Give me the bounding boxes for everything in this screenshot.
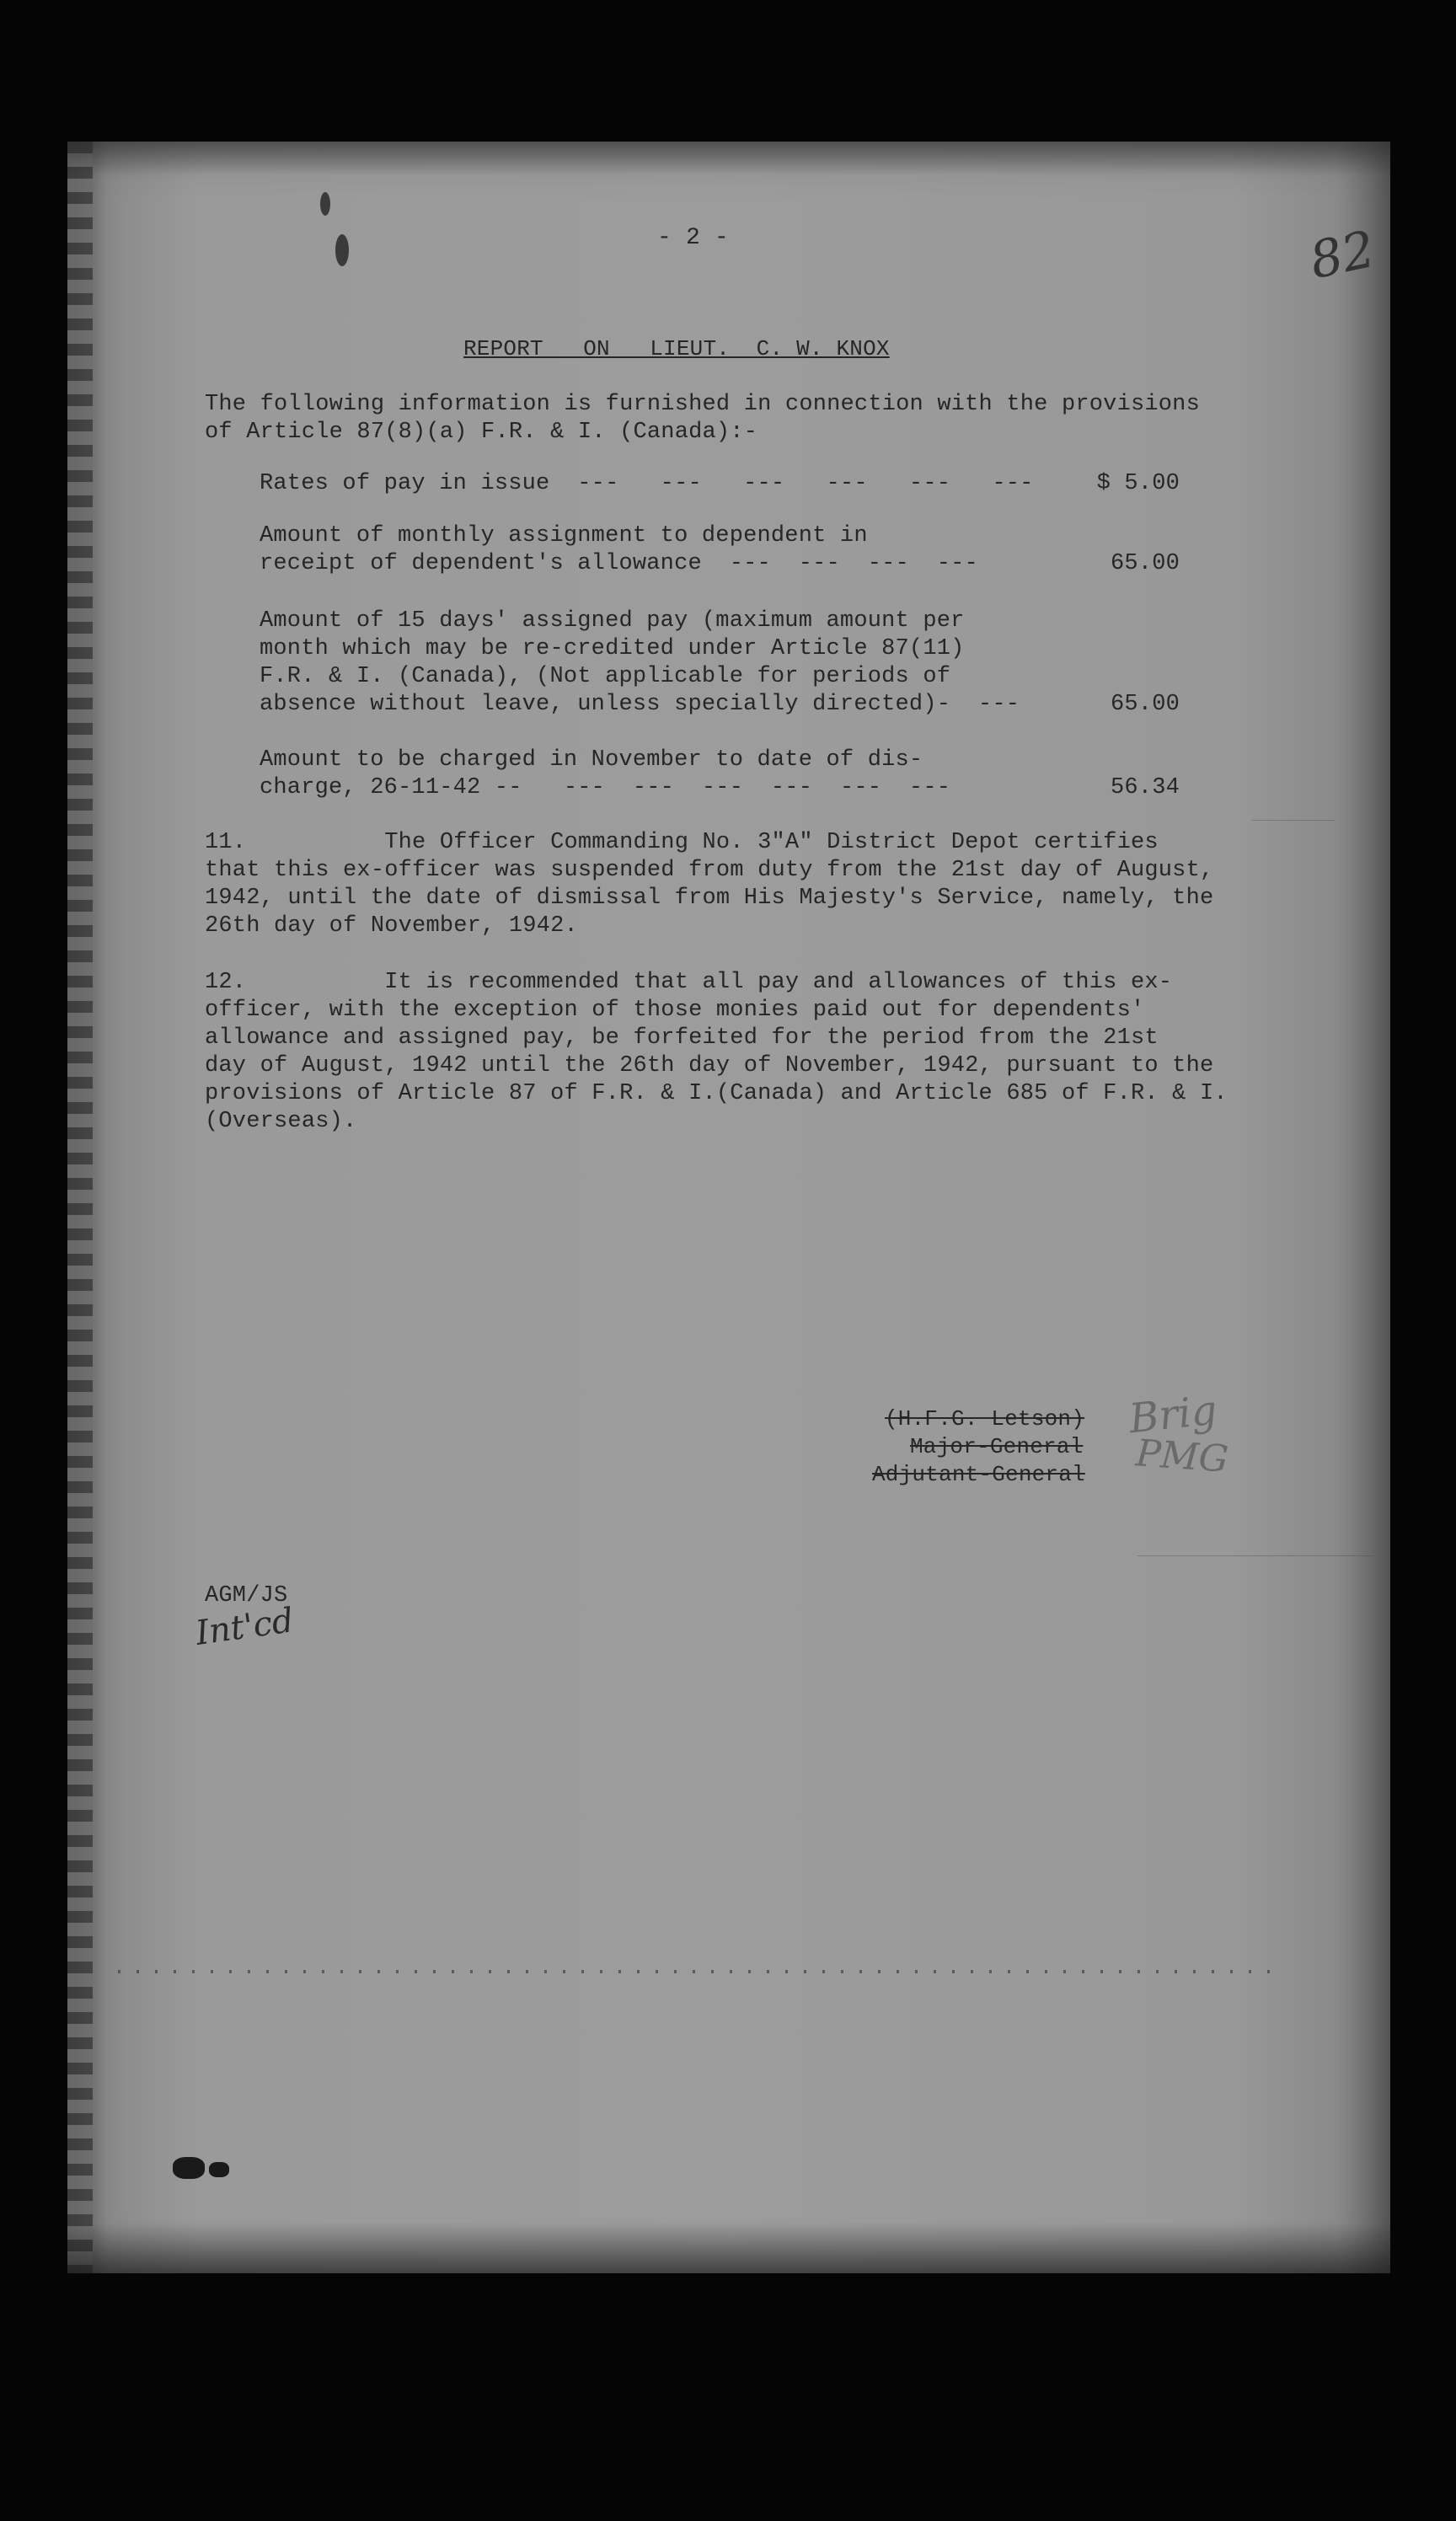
paragraph-12-line-4: day of August, 1942 until the 26th day of November, 1942, pursuant to the [205,1053,1214,1079]
item-november-charge-line-2: charge, 26-11-42 -- --- --- --- --- --- --- [260,775,951,800]
item-assigned-pay-line-4: absence without leave, unless specially directed)- --- [260,692,1020,717]
ink-stain [209,2162,229,2177]
signature-name: (H.F.G. Letson) [885,1406,1085,1432]
page-number: - 2 - [657,225,730,251]
paragraph-12-line-5: provisions of Article 87 of F.R. & I.(Canada) and Article 685 of F.R. & I. [205,1081,1228,1106]
paragraph-12-line-2: officer, with the exception of those monies paid out for dependents' [205,998,1145,1023]
item-monthly-assignment-line-1: Amount of monthly assignment to dependent in [260,523,868,549]
item-november-charge-line-1: Amount to be charged in November to date of dis- [260,747,923,773]
signature-rank: Major-General [910,1434,1084,1459]
paragraph-11-line-2: that this ex-officer was suspended from duty from the 21st day of August, [205,858,1214,883]
paragraph-12-line-3: allowance and assigned pay, be forfeited for the period from the 21st [205,1025,1159,1051]
paragraph-12-line-6: (Overseas). [205,1109,357,1134]
ink-stain [173,2157,205,2179]
scan-artifact-row [118,1970,1281,1973]
handwritten-brig: Brig [1127,1386,1219,1443]
ink-blot [335,234,349,266]
intro-line-2: of Article 87(8)(a) F.R. & I. (Canada):- [205,420,758,445]
signature-title: Adjutant-General [872,1462,1085,1487]
ink-blot [320,192,330,216]
item-rates-of-pay: Rates of pay in issue --- --- --- --- --- --- [260,471,1034,496]
reference-initials: AGM/JS [205,1583,288,1608]
report-title: REPORT ON LIEUT. C. W. KNOX [463,336,890,361]
item-assigned-pay-amount: 65.00 [1110,692,1180,717]
item-monthly-assignment-amount: 65.00 [1110,551,1180,576]
item-assigned-pay-line-2: month which may be re-credited under Article 87(11) [260,636,965,661]
item-rates-of-pay-amount: $ 5.00 [1096,471,1180,496]
intro-line-1: The following information is furnished in connection with the provisions [205,392,1200,417]
document-page [67,142,1390,2273]
paragraph-12-line-1: 12. It is recommended that all pay and allowances of this ex- [205,970,1173,995]
paragraph-11-line-1: 11. The Officer Commanding No. 3"A" District Depot certifies [205,830,1159,855]
handwritten-initials: Int'cd [193,1601,297,1653]
paragraph-11-line-3: 1942, until the date of dismissal from His Majesty's Service, namely, the [205,886,1214,911]
page-edge-strip [67,142,93,2273]
item-assigned-pay-line-1: Amount of 15 days' assigned pay (maximum amount per [260,608,965,634]
item-assigned-pay-line-3: F.R. & I. (Canada), (Not applicable for periods of [260,664,951,689]
handwritten-pmg: PMG [1134,1432,1230,1481]
item-monthly-assignment-line-2: receipt of dependent's allowance --- --- --- --- [260,551,978,576]
handwritten-page-number: 82 [1304,219,1380,292]
paragraph-11-line-4: 26th day of November, 1942. [205,913,578,939]
item-november-charge-amount: 56.34 [1110,775,1180,800]
